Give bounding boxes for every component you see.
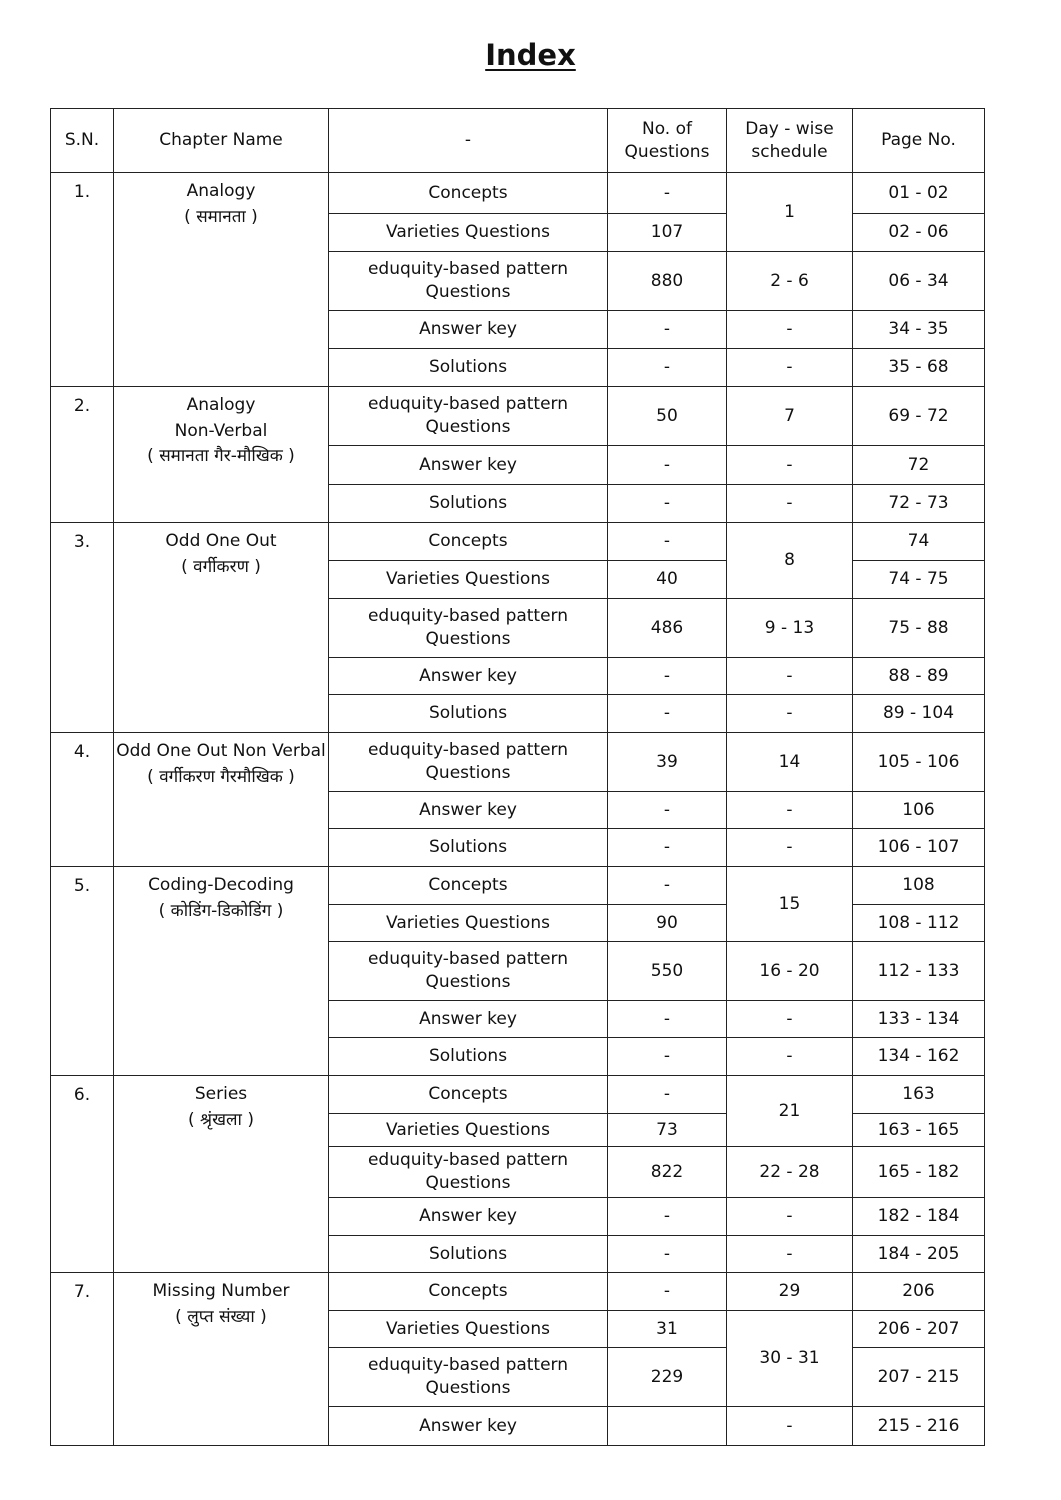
page-number: 01 - 02 bbox=[853, 173, 985, 214]
topic-cell bbox=[329, 599, 608, 658]
topic-cell bbox=[329, 1001, 608, 1038]
page-number: 106 - 107 bbox=[853, 829, 985, 867]
topic-cell bbox=[329, 1311, 608, 1348]
page-number: 163 bbox=[853, 1076, 985, 1114]
topic-cell bbox=[329, 1273, 608, 1311]
serial-number: 3. bbox=[51, 523, 114, 733]
topic-line: eduquity-based pattern bbox=[367, 394, 569, 415]
table-row bbox=[51, 523, 985, 561]
question-count: - bbox=[608, 695, 727, 733]
topic-cell bbox=[329, 733, 608, 792]
header-page-no: Page No. bbox=[853, 109, 985, 173]
chapter-name-line: ( श्रृंखला ) bbox=[188, 1109, 254, 1130]
topic-line: Concepts bbox=[428, 1084, 508, 1105]
page-number: 88 - 89 bbox=[853, 658, 985, 695]
day-schedule: 21 bbox=[727, 1076, 853, 1147]
topic-line: Varieties Questions bbox=[386, 569, 550, 590]
day-schedule: - bbox=[727, 1001, 853, 1038]
topic-line: Concepts bbox=[428, 531, 508, 552]
chapter-name-line: ( समानता गैर-मौखिक ) bbox=[147, 446, 295, 466]
page-number: 105 - 106 bbox=[853, 733, 985, 792]
serial-number: 2. bbox=[51, 387, 114, 523]
topic-line: Answer key bbox=[419, 319, 517, 340]
topic-line: eduquity-based pattern bbox=[367, 1150, 569, 1171]
chapter-name bbox=[114, 173, 329, 387]
header-questions-line-2: Questions bbox=[624, 141, 710, 162]
day-schedule: - bbox=[727, 311, 853, 349]
chapter-name-line: Odd One Out Non Verbal bbox=[116, 741, 326, 761]
day-schedule: 30 - 31 bbox=[727, 1311, 853, 1407]
topic-cell bbox=[329, 867, 608, 905]
chapter-name bbox=[114, 523, 329, 733]
index-table bbox=[50, 108, 985, 1446]
header-topic: - bbox=[329, 109, 608, 173]
question-count: 822 bbox=[608, 1147, 727, 1198]
day-schedule: - bbox=[727, 792, 853, 829]
question-count: - bbox=[608, 867, 727, 905]
chapter-name bbox=[114, 387, 329, 523]
topic-line: Solutions bbox=[428, 1046, 508, 1067]
page-number: 75 - 88 bbox=[853, 599, 985, 658]
topic-line: Questions bbox=[425, 1378, 511, 1398]
day-schedule: 8 bbox=[727, 523, 853, 599]
topic-cell bbox=[329, 214, 608, 252]
topic-cell bbox=[329, 173, 608, 214]
topic-cell bbox=[329, 1407, 608, 1446]
page-number: 72 - 73 bbox=[853, 485, 985, 523]
question-count: - bbox=[608, 658, 727, 695]
question-count: - bbox=[608, 485, 727, 523]
topic-line: Answer key bbox=[419, 799, 517, 820]
chapter-name-line: ( वर्गीकरण गैरमौखिक ) bbox=[147, 766, 295, 787]
topic-cell bbox=[329, 1076, 608, 1114]
day-schedule: - bbox=[727, 695, 853, 733]
question-count: - bbox=[608, 829, 727, 867]
chapter-name-line: Analogy bbox=[186, 395, 256, 415]
page-number: 182 - 184 bbox=[853, 1198, 985, 1236]
page-number: 184 - 205 bbox=[853, 1236, 985, 1273]
page-number: 89 - 104 bbox=[853, 695, 985, 733]
page-number: 134 - 162 bbox=[853, 1038, 985, 1076]
day-schedule: - bbox=[727, 1038, 853, 1076]
topic-line: Questions bbox=[425, 763, 511, 783]
page-number: 74 - 75 bbox=[853, 561, 985, 599]
question-count: 486 bbox=[608, 599, 727, 658]
chapter-name bbox=[114, 1273, 329, 1446]
question-count: 31 bbox=[608, 1311, 727, 1348]
page-number: 72 bbox=[853, 446, 985, 485]
table-row bbox=[51, 867, 985, 905]
page-number: 108 - 112 bbox=[853, 905, 985, 942]
page-number: 215 - 216 bbox=[853, 1407, 985, 1446]
question-count: 550 bbox=[608, 942, 727, 1001]
topic-line: Varieties Questions bbox=[386, 912, 550, 933]
question-count: - bbox=[608, 173, 727, 214]
page-number: 35 - 68 bbox=[853, 349, 985, 387]
day-schedule: 14 bbox=[727, 733, 853, 792]
header-row bbox=[51, 109, 985, 173]
topic-cell bbox=[329, 446, 608, 485]
page-title: Index bbox=[485, 38, 576, 72]
chapter-name bbox=[114, 867, 329, 1076]
question-count bbox=[608, 1407, 727, 1446]
question-count: 90 bbox=[608, 905, 727, 942]
topic-line: eduquity-based pattern bbox=[367, 949, 569, 970]
topic-line: Solutions bbox=[428, 703, 508, 724]
chapter-name-line: Missing Number bbox=[152, 1281, 290, 1301]
header-day-line-1: Day - wise bbox=[745, 118, 834, 139]
question-count: - bbox=[608, 1038, 727, 1076]
question-count: - bbox=[608, 1273, 727, 1311]
topic-line: eduquity-based pattern bbox=[367, 740, 569, 761]
header-sn: S.N. bbox=[51, 109, 114, 173]
question-count: - bbox=[608, 1076, 727, 1114]
topic-line: Questions bbox=[425, 1173, 511, 1193]
page-number: 207 - 215 bbox=[853, 1348, 985, 1407]
day-schedule: 1 bbox=[727, 173, 853, 252]
question-count: - bbox=[608, 1236, 727, 1273]
day-schedule: 7 bbox=[727, 387, 853, 446]
header-chapter-name: Chapter Name bbox=[114, 109, 329, 173]
topic-line: Varieties Questions bbox=[386, 1318, 550, 1339]
day-schedule: 2 - 6 bbox=[727, 252, 853, 311]
page-number: 69 - 72 bbox=[853, 387, 985, 446]
serial-number: 1. bbox=[51, 173, 114, 387]
question-count: 229 bbox=[608, 1348, 727, 1407]
page-number: 02 - 06 bbox=[853, 214, 985, 252]
day-schedule: - bbox=[727, 829, 853, 867]
topic-cell bbox=[329, 942, 608, 1001]
topic-cell bbox=[329, 1038, 608, 1076]
topic-line: Solutions bbox=[428, 357, 508, 378]
topic-cell bbox=[329, 658, 608, 695]
topic-line: eduquity-based pattern bbox=[367, 606, 569, 627]
topic-line: Answer key bbox=[419, 1206, 517, 1227]
table-row bbox=[51, 387, 985, 446]
chapter-name-line: Analogy bbox=[186, 181, 256, 201]
topic-line: Solutions bbox=[428, 1243, 508, 1264]
page-number: 163 - 165 bbox=[853, 1114, 985, 1147]
question-count: 39 bbox=[608, 733, 727, 792]
table-row bbox=[51, 173, 985, 214]
day-schedule: - bbox=[727, 349, 853, 387]
chapter-name-line: Coding-Decoding bbox=[148, 875, 294, 895]
topic-cell bbox=[329, 1147, 608, 1198]
topic-cell bbox=[329, 561, 608, 599]
day-schedule: - bbox=[727, 446, 853, 485]
day-schedule: 22 - 28 bbox=[727, 1147, 853, 1198]
header-day-line-2: schedule bbox=[751, 141, 828, 162]
topic-cell bbox=[329, 523, 608, 561]
topic-cell bbox=[329, 1348, 608, 1407]
header-day-schedule bbox=[727, 109, 853, 173]
chapter-name-line: ( लुप्त संख्या ) bbox=[175, 1306, 267, 1327]
topic-line: Answer key bbox=[419, 665, 517, 686]
topic-line: Questions bbox=[425, 972, 511, 992]
table-row bbox=[51, 733, 985, 792]
question-count: - bbox=[608, 311, 727, 349]
question-count: - bbox=[608, 1001, 727, 1038]
chapter-name-line: ( वर्गीकरण ) bbox=[181, 556, 261, 577]
day-schedule: 29 bbox=[727, 1273, 853, 1311]
question-count: - bbox=[608, 446, 727, 485]
topic-cell bbox=[329, 485, 608, 523]
page-number: 06 - 34 bbox=[853, 252, 985, 311]
question-count: - bbox=[608, 792, 727, 829]
page-number: 206 bbox=[853, 1273, 985, 1311]
question-count: - bbox=[608, 349, 727, 387]
topic-cell bbox=[329, 695, 608, 733]
topic-line: eduquity-based pattern bbox=[367, 259, 569, 280]
topic-line: Varieties Questions bbox=[386, 1119, 550, 1140]
page-number: 206 - 207 bbox=[853, 1311, 985, 1348]
topic-cell bbox=[329, 792, 608, 829]
day-schedule: - bbox=[727, 1198, 853, 1236]
topic-line: Answer key bbox=[419, 1415, 517, 1436]
day-schedule: 15 bbox=[727, 867, 853, 942]
page-number: 34 - 35 bbox=[853, 311, 985, 349]
page-number: 112 - 133 bbox=[853, 942, 985, 1001]
topic-line: Questions bbox=[425, 282, 511, 302]
chapter-name-line: Series bbox=[194, 1084, 248, 1104]
header-questions-line-1: No. of bbox=[641, 118, 692, 139]
question-count: - bbox=[608, 1198, 727, 1236]
topic-cell bbox=[329, 1236, 608, 1273]
topic-cell bbox=[329, 1114, 608, 1147]
day-schedule: 9 - 13 bbox=[727, 599, 853, 658]
question-count: 73 bbox=[608, 1114, 727, 1147]
page-number: 108 bbox=[853, 867, 985, 905]
day-schedule: 16 - 20 bbox=[727, 942, 853, 1001]
header-questions bbox=[608, 109, 727, 173]
question-count: 107 bbox=[608, 214, 727, 252]
table-row bbox=[51, 1273, 985, 1311]
chapter-name-line: Non-Verbal bbox=[174, 420, 268, 441]
topic-line: Solutions bbox=[428, 837, 508, 858]
question-count: 40 bbox=[608, 561, 727, 599]
topic-cell bbox=[329, 387, 608, 446]
serial-number: 6. bbox=[51, 1076, 114, 1273]
topic-line: Answer key bbox=[419, 1008, 517, 1029]
topic-line: Answer key bbox=[419, 454, 517, 475]
page-number: 165 - 182 bbox=[853, 1147, 985, 1198]
topic-line: Questions bbox=[425, 629, 511, 649]
page-number: 133 - 134 bbox=[853, 1001, 985, 1038]
topic-line: Questions bbox=[425, 417, 511, 437]
topic-line: Concepts bbox=[428, 1281, 508, 1302]
chapter-name-line: ( समानता ) bbox=[184, 206, 258, 227]
topic-line: eduquity-based pattern bbox=[367, 1355, 569, 1376]
question-count: 880 bbox=[608, 252, 727, 311]
serial-number: 4. bbox=[51, 733, 114, 867]
day-schedule: - bbox=[727, 485, 853, 523]
topic-cell bbox=[329, 905, 608, 942]
page-number: 74 bbox=[853, 523, 985, 561]
day-schedule: - bbox=[727, 1236, 853, 1273]
chapter-name bbox=[114, 733, 329, 867]
day-schedule: - bbox=[727, 658, 853, 695]
topic-cell bbox=[329, 1198, 608, 1236]
question-count: - bbox=[608, 523, 727, 561]
topic-line: Varieties Questions bbox=[386, 222, 550, 243]
chapter-name-line: Odd One Out bbox=[165, 531, 277, 551]
topic-line: Concepts bbox=[428, 182, 508, 203]
day-schedule: - bbox=[727, 1407, 853, 1446]
serial-number: 7. bbox=[51, 1273, 114, 1446]
chapter-name bbox=[114, 1076, 329, 1273]
question-count: 50 bbox=[608, 387, 727, 446]
topic-line: Concepts bbox=[428, 875, 508, 896]
topic-line: Solutions bbox=[428, 493, 508, 514]
table-row bbox=[51, 1076, 985, 1114]
topic-cell bbox=[329, 829, 608, 867]
page-number: 106 bbox=[853, 792, 985, 829]
serial-number: 5. bbox=[51, 867, 114, 1076]
chapter-name-line: ( कोडिंग-डिकोडिंग ) bbox=[158, 900, 284, 921]
topic-cell bbox=[329, 311, 608, 349]
topic-cell bbox=[329, 349, 608, 387]
topic-cell bbox=[329, 252, 608, 311]
